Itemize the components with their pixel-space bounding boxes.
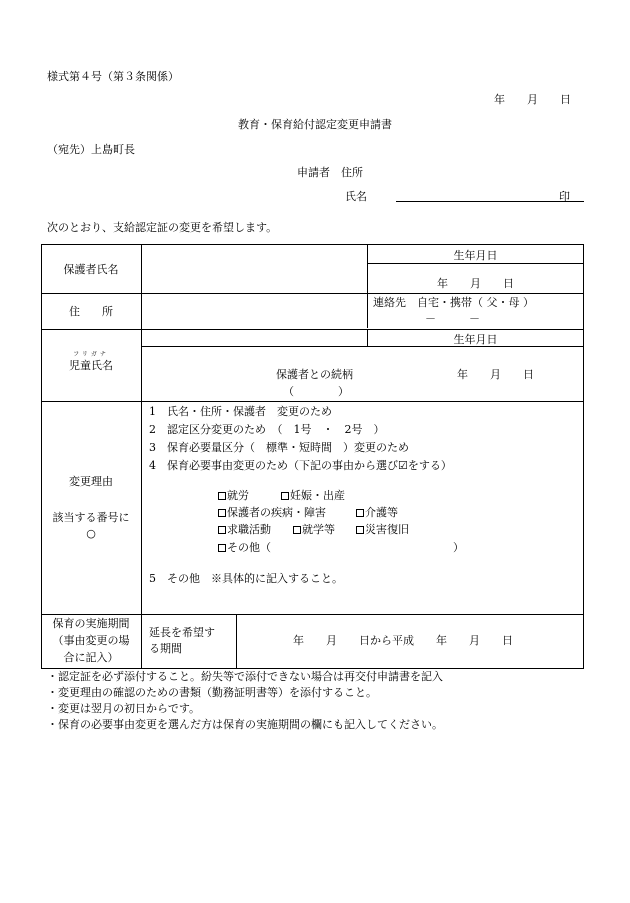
- guardian-birthdate-label: 生年月日: [453, 249, 498, 262]
- note: ・変更は翌月の初日からです。: [47, 702, 201, 715]
- sub-reason-ninshin[interactable]: 妊娠・出産: [281, 489, 345, 502]
- name-underline: [396, 201, 584, 202]
- sub-reason-kyushoku[interactable]: 求職活動: [218, 523, 271, 536]
- checkbox-icon[interactable]: [356, 526, 364, 534]
- reason-5: 5 その他 ※具体的に記入すること。: [149, 572, 343, 585]
- note: ・変更理由の確認のための書類（勤務証明書等）を添付すること。: [47, 686, 377, 699]
- sub-reason-kaigo[interactable]: 介護等: [356, 506, 398, 519]
- reason-item: 4 保育必要事由変更のため（下記の事由から選び☑をする）: [149, 459, 452, 472]
- checkbox-icon[interactable]: [218, 509, 226, 517]
- note: ・保育の必要事由変更を選んだ方は保育の実施期間の欄にも記入してください。: [47, 718, 443, 731]
- seal-label: 印: [559, 190, 570, 203]
- address-label: 住 所: [69, 305, 113, 318]
- reason-label-3: ○: [86, 527, 96, 540]
- checkbox-icon[interactable]: [356, 509, 364, 517]
- contact-dashes: － －: [425, 312, 480, 325]
- form-number: 様式第４号（第３条関係）: [47, 70, 179, 83]
- relation-label: 保護者との続柄: [276, 368, 353, 381]
- applicant-address-label: 申請者 住所: [297, 166, 363, 179]
- child-name-label: 児童氏名: [69, 359, 113, 372]
- extension-value: 年 月 日から平成 年 月 日: [293, 634, 513, 647]
- reason-item: 1 氏名・住所・保護者 変更のため: [149, 405, 332, 418]
- period-label-1: 保育の実施期間: [52, 617, 130, 630]
- sub-reason-sonota[interactable]: その他（: [218, 541, 271, 554]
- sub-reason-saigai[interactable]: 災害復旧: [356, 523, 409, 536]
- sub-reason-sonota-close: ）: [453, 541, 464, 554]
- addressee: （宛先）上島町長: [47, 143, 135, 156]
- contact-label: 連絡先 自宅・携帯（ 父・母 ）: [373, 296, 534, 309]
- relation-paren: （ ）: [283, 385, 349, 398]
- reason-item: 2 認定区分変更のため （ 1号 ・ 2号 ）: [149, 423, 385, 436]
- child-furigana: フリガナ: [73, 351, 109, 358]
- reason-item: 3 保育必要量区分（ 標準・短時間 ）変更のため: [149, 441, 409, 454]
- extension-label-2: る期間: [149, 642, 182, 655]
- child-birthdate-label: 生年月日: [453, 333, 498, 346]
- checkbox-icon[interactable]: [281, 492, 289, 500]
- sub-reason-shuro[interactable]: 就労: [218, 489, 249, 502]
- reason-label-1: 変更理由: [69, 475, 113, 488]
- checkbox-icon[interactable]: [218, 526, 226, 534]
- reason-label-2: 該当する番号に: [52, 511, 130, 524]
- extension-label-1: 延長を希望す: [149, 626, 215, 639]
- child-birthdate-value: 年 月 日: [457, 368, 534, 381]
- checkbox-icon[interactable]: [293, 526, 301, 534]
- date-line: 年 月 日: [494, 93, 571, 106]
- form-title: 教育・保育給付認定変更申請書: [238, 118, 392, 131]
- sub-reason-shugaku[interactable]: 就学等: [293, 523, 335, 536]
- intro-text: 次のとおり、支給認定証の変更を希望します。: [47, 221, 278, 234]
- period-label-3: 合に記入）: [63, 651, 119, 664]
- checkbox-icon[interactable]: [218, 544, 226, 552]
- period-label-2: （事由変更の場: [52, 634, 130, 647]
- checkbox-icon[interactable]: [218, 492, 226, 500]
- note: ・認定証を必ず添付すること。紛失等で添付できない場合は再交付申請書を記入: [47, 670, 443, 683]
- guardian-birthdate-value: 年 月 日: [437, 277, 514, 290]
- sub-reason-shippei[interactable]: 保護者の疾病・障害: [218, 506, 326, 519]
- applicant-name-label: 氏名: [345, 190, 367, 203]
- guardian-name-label: 保護者氏名: [63, 263, 119, 276]
